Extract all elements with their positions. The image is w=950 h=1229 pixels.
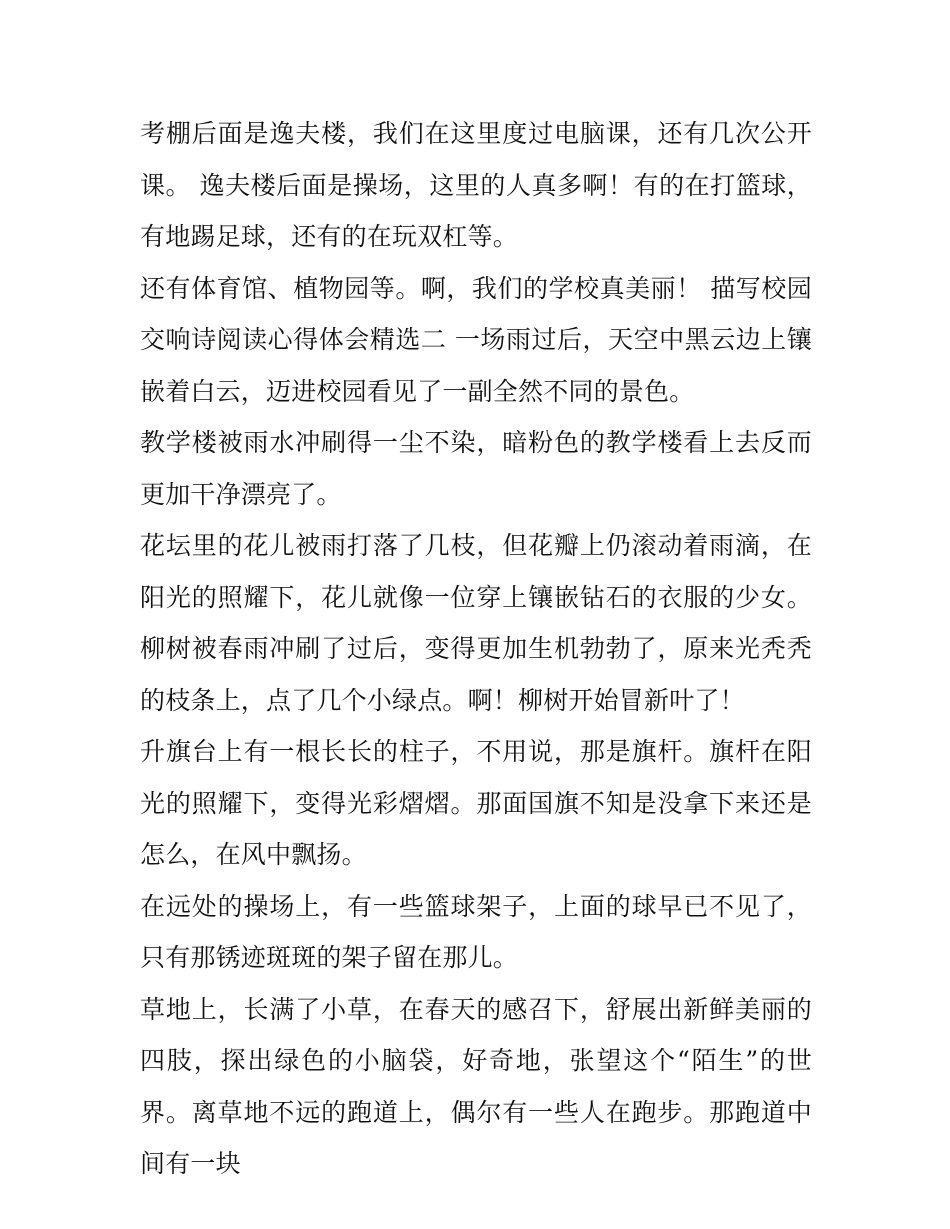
paragraph: 还有体育馆、植物园等。啊，我们的学校真美丽！ 描写校园交响诗阅读心得体会精选二 一场雨过后，天空中黑云边上镶嵌着白云，迈进校园看见了一副全然不同的景色。 xyxy=(140,273,812,406)
document-body xyxy=(140,108,812,1190)
paragraph: 升旗台上有一根长长的柱子，不用说，那是旗杆。旗杆在阳光的照耀下，变得光彩熠熠。那面国旗不知是没拿下来还是怎么，在风中飘扬。 xyxy=(140,737,812,869)
paragraph: 考棚后面是逸夫楼，我们在这里度过电脑课，还有几次公开课。 逸夫楼后面是操场，这里的人真多啊！有的在打篮球，有地踢足球，还有的在玩双杠等。 xyxy=(140,119,812,251)
paragraph: 教学楼被雨水冲刷得一尘不染，暗粉色的教学楼看上去反而更加干净漂亮了。 xyxy=(140,428,812,509)
paragraph: 草地上，长满了小草，在春天的感召下，舒展出新鲜美丽的四肢，探出绿色的小脑袋，好奇地，张望这个“陌生”的世界。离草地不远的跑道上，偶尔有一些人在跑步。那跑道中间有一块 xyxy=(140,994,812,1178)
paragraph: 花坛里的花儿被雨打落了几枝，但花瓣上仍滚动着雨滴，在阳光的照耀下，花儿就像一位穿上镶嵌钻石的衣服的少女。柳树被春雨冲刷了过后，变得更加生机勃勃了，原来光秃秃的枝条上，点了几个小绿点。啊！柳树开始冒新叶了！ xyxy=(140,531,812,715)
paragraph: 在远处的操场上，有一些篮球架子，上面的球早已不见了，只有那锈迹斑斑的架子留在那儿。 xyxy=(140,891,812,972)
